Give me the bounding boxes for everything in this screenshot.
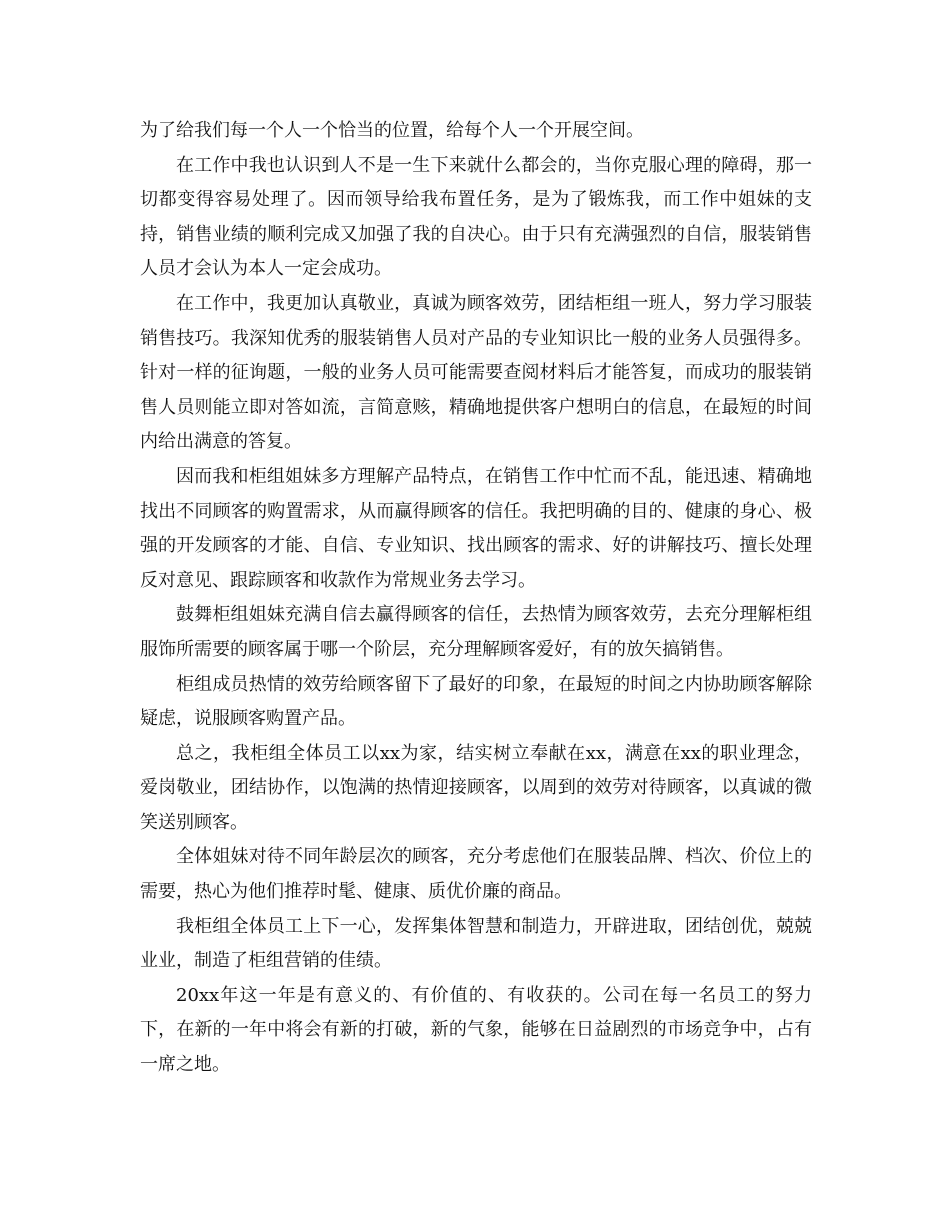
paragraph: 20xx年这一年是有意义的、有价值的、有收获的。公司在每一名员工的努力下，在新的一年中将会有新的打破，新的气象，能够在日益剧烈的市场竞争中，占有一席之地。 [140, 984, 812, 1076]
paragraph: 在工作中，我更加认真敬业，真诚为顾客效劳，团结柜组一班人，努力学习服装销售技巧。我深知优秀的服装销售人员对产品的专业知识比一般的业务人员强得多。针对一样的征询题，一般的业务人员可能需要查阅材料后才能答复，而成功的服装销售人员则能立即对答如流，言简意赅，精确地提供客户想明白的信息，在最短的时间内给出满意的答复。 [140, 292, 812, 453]
paragraph: 在工作中我也认识到人不是一生下来就什么都会的，当你克服心理的障碍，那一切都变得容易处理了。因而领导给我布置任务，是为了锻炼我，而工作中姐妹的支持，销售业绩的顺利完成又加强了我的自决心。由于只有充满强烈的自信，服装销售人员才会认为本人一定会成功。 [140, 154, 812, 280]
paragraph: 全体姐妹对待不同年龄层次的顾客，充分考虑他们在服装品牌、档次、价位上的需要，热心为他们推荐时髦、健康、质优价廉的商品。 [140, 846, 812, 903]
paragraph: 因而我和柜组姐妹多方理解产品特点，在销售工作中忙而不乱，能迅速、精确地找出不同顾客的购置需求，从而赢得顾客的信任。我把明确的目的、健康的身心、极强的开发顾客的才能、自信、专业知识、找出顾客的需求、好的讲解技巧、擅长处理反对意见、跟踪顾客和收款作为常规业务去学习。 [140, 465, 812, 591]
paragraph: 我柜组全体员工上下一心，发挥集体智慧和制造力，开辟进取，团结创优，兢兢业业，制造了柜组营销的佳绩。 [140, 915, 812, 972]
paragraph: 柜组成员热情的效劳给顾客留下了最好的印象，在最短的时间之内协助顾客解除疑虑，说服顾客购置产品。 [140, 673, 812, 730]
paragraph: 总之，我柜组全体员工以xx为家，结实树立奉献在xx，满意在xx的职业理念，爱岗敬业，团结协作，以饱满的热情迎接顾客，以周到的效劳对待顾客，以真诚的微笑送别顾客。 [140, 742, 812, 833]
document-body [140, 114, 812, 1083]
paragraph: 鼓舞柜组姐妹充满自信去赢得顾客的信任，去热情为顾客效劳，去充分理解柜组服饰所需要的顾客属于哪一个阶层，充分理解顾客爱好，有的放矢搞销售。 [140, 604, 812, 660]
paragraph-continuation: 为了给我们每一个人一个恰当的位置，给每个人一个开展空间。 [140, 120, 644, 141]
